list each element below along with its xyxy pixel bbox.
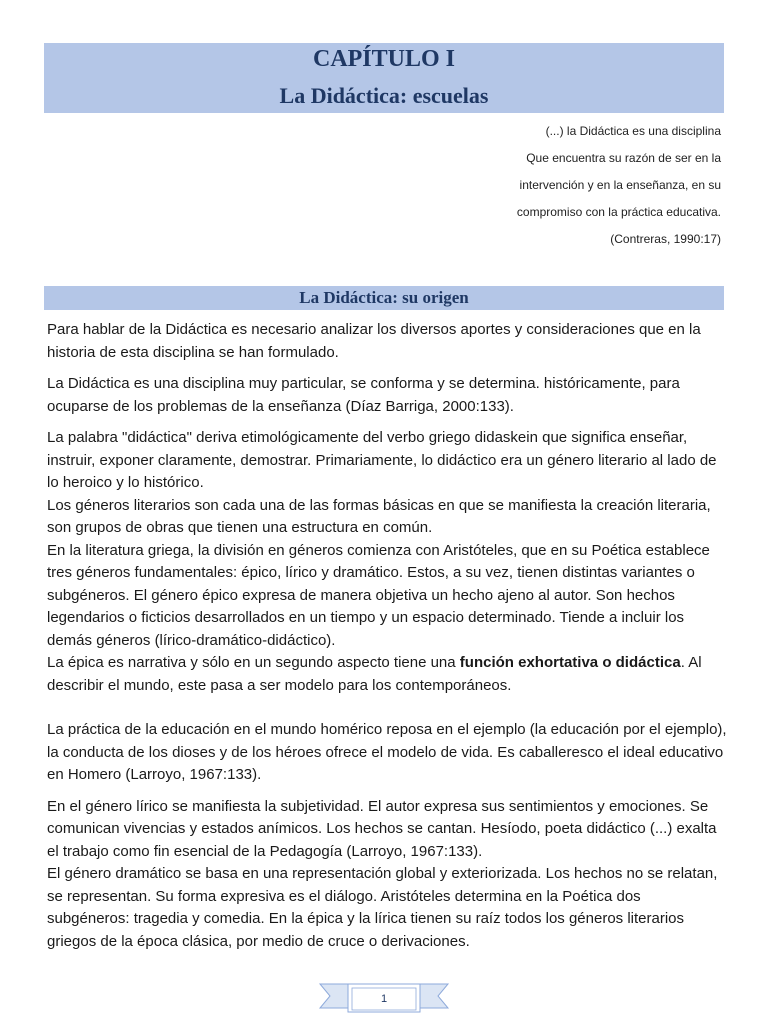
chapter-subtitle: La Didáctica: escuelas xyxy=(279,83,489,108)
epigraph-citation: (Contreras, 1990:17) xyxy=(610,232,721,246)
paragraph: La Didáctica es una disciplina muy particular, se conforma y se determina. históricamente, para ocuparse de los problemas de la enseñanza (Díaz Barriga, 2000:133). xyxy=(47,375,680,415)
chapter-title: CAPÍTULO I xyxy=(312,46,456,72)
epigraph-line: intervención y en la enseñanza, en su xyxy=(519,178,721,192)
chapter-header xyxy=(44,43,724,113)
epigraph-line: (...) la Didáctica es una disciplina xyxy=(545,124,721,138)
paragraph: En la literatura griega, la división en géneros comienza con Aristóteles, que en su Poética establece tres géneros fundamentales: épico, lírico y dramático. Estos, a su vez, tienen distintas variantes o subgéneros. El género épico expresa de manera objetiva un hecho ajeno al autor. Son hechos legendarios o ficticios desarrollados en un tiempo y un espacio determinado. Tiende a incluir los demás géneros (lírico-dramático-didáctico). xyxy=(47,541,710,649)
section-header: La Didáctica: su origen xyxy=(44,286,724,310)
page-number-ribbon xyxy=(318,978,450,1018)
epigraph-line: compromiso con la práctica educativa. xyxy=(516,205,721,219)
body-text xyxy=(47,319,727,953)
bold-text: función exhortativa o didáctica xyxy=(459,654,681,671)
page-number: 1 xyxy=(380,993,388,1005)
text-run: . Al describir el mundo, este pasa a ser modelo para los contemporáneos. xyxy=(47,654,702,694)
paragraph xyxy=(47,652,727,697)
paragraph: El género dramático se basa en una representación global y exteriorizada. Los hechos no se relatan, se representan. Su forma expresiva es el diálogo. Aristóteles determina en la Poética dos subgéneros: tragedia y comedia. En la épica y la lírica tienen su raíz todos los géneros literarios griegos de la época clásica, por medio de cruce o derivaciones. xyxy=(47,865,718,950)
paragraph: Para hablar de la Didáctica es necesario analizar los diversos aportes y consideraciones que en la historia de esta disciplina se han formulado. xyxy=(47,321,701,361)
text-run: La épica es narrativa y sólo en un segundo aspecto tiene una xyxy=(47,654,460,671)
epigraph-line: Que encuentra su razón de ser en la xyxy=(526,151,721,165)
epigraph-quote xyxy=(381,118,721,253)
paragraph: En el género lírico se manifiesta la subjetividad. El autor expresa sus sentimientos y emociones. Se comunican vivencias y estados anímicos. Los hechos se cantan. Hesíodo, poeta didáctico (...) exalta el trabajo como fin esencial de la Pedagogía (Larroyo, 1967:133). xyxy=(47,797,717,860)
paragraph: La práctica de la educación en el mundo homérico reposa en el ejemplo (la educación por el ejemplo), la conducta de los dioses y de los héroes ofrece el modelo de vida. Es caballeresco el ideal educativo en Homero (Larroyo, 1967:133). xyxy=(47,721,727,783)
paragraph: La palabra "didáctica" deriva etimológicamente del verbo griego didaskein que significa enseñar, instruir, exponer claramente, demostrar. Primariamente, lo didáctico era un género literario al lado de lo heroico y lo histórico. xyxy=(47,429,717,491)
paragraph: Los géneros literarios son cada una de las formas básicas en que se manifiesta la creación literaria, son grupos de obras que tienen una estructura en común. xyxy=(47,496,711,536)
